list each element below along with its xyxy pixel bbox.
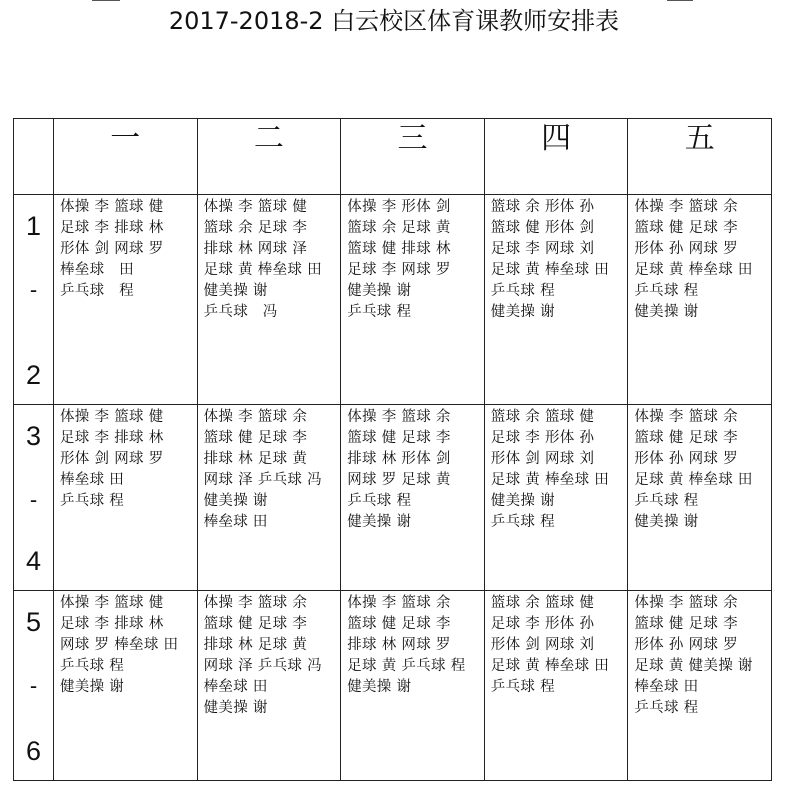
assignment-line: 棒垒球 田 bbox=[60, 472, 125, 488]
cell-assignments bbox=[198, 591, 341, 719]
assignment-line: 网球 泽 乒乓球 冯 bbox=[203, 658, 322, 674]
cell-assignments bbox=[485, 405, 628, 533]
assignment-line: 健美操 谢 bbox=[634, 514, 699, 530]
day-header: 三 bbox=[341, 119, 485, 195]
header-rule-left bbox=[92, 0, 120, 1]
assignment-line: 乒乓球 程 bbox=[60, 493, 125, 509]
day-header: 五 bbox=[628, 119, 772, 195]
assignment-line: 乒乓球 程 bbox=[60, 658, 125, 674]
assignment-line: 健美操 谢 bbox=[347, 514, 412, 530]
assignment-line: 乒乓球 程 bbox=[490, 679, 555, 695]
assignment-line: 乒乓球 冯 bbox=[203, 304, 278, 320]
assignment-line: 健美操 谢 bbox=[347, 679, 412, 695]
assignment-line: 足球 黄 棒垒球 田 bbox=[490, 262, 610, 278]
assignment-line: 篮球 健 足球 李 bbox=[634, 616, 738, 632]
assignment-line: 足球 李 形体 孙 bbox=[490, 616, 595, 632]
assignment-line: 乒乓球 程 bbox=[60, 283, 134, 299]
assignment-line: 篮球 健 足球 李 bbox=[634, 220, 738, 236]
assignment-line: 篮球 健 足球 李 bbox=[347, 430, 451, 446]
cell-assignments bbox=[198, 195, 341, 323]
corner-cell bbox=[14, 119, 54, 195]
assignment-line: 棒垒球 田 bbox=[203, 514, 268, 530]
assignment-line: 足球 黄 棒垒球 田 bbox=[634, 262, 753, 278]
assignment-line: 篮球 余 足球 黄 bbox=[347, 220, 451, 236]
assignment-line: 篮球 健 排球 林 bbox=[347, 241, 451, 257]
period-row bbox=[14, 405, 772, 591]
cell-assignments bbox=[341, 591, 484, 698]
assignment-line: 体操 李 篮球 健 bbox=[60, 199, 164, 215]
assignment-line: 健美操 谢 bbox=[203, 493, 268, 509]
period-start-label: 1 bbox=[25, 211, 42, 241]
assignment-line: 排球 林 足球 黄 bbox=[203, 637, 308, 653]
cell-assignments bbox=[628, 195, 771, 323]
assignment-line: 体操 李 篮球 健 bbox=[60, 409, 164, 425]
assignment-line: 足球 黄 棒垒球 田 bbox=[634, 472, 753, 488]
assignment-line: 健美操 谢 bbox=[634, 304, 699, 320]
schedule-cell bbox=[197, 591, 341, 781]
assignment-line: 足球 黄 棒垒球 田 bbox=[490, 658, 610, 674]
assignment-line: 健美操 谢 bbox=[490, 304, 555, 320]
assignment-line: 足球 黄 棒垒球 田 bbox=[490, 472, 610, 488]
assignment-line: 体操 李 篮球 余 bbox=[634, 595, 738, 611]
cell-assignments bbox=[54, 195, 197, 302]
period-label-cell bbox=[14, 195, 54, 405]
day-header: 二 bbox=[197, 119, 341, 195]
schedule-cell bbox=[341, 591, 485, 781]
assignment-line: 体操 李 篮球 健 bbox=[203, 199, 308, 215]
period-end-label: 2 bbox=[25, 360, 42, 390]
assignment-line: 足球 李 排球 林 bbox=[60, 616, 164, 632]
assignment-line: 足球 黄 棒垒球 田 bbox=[203, 262, 322, 278]
assignment-line: 篮球 健 足球 李 bbox=[634, 430, 738, 446]
assignment-line: 体操 李 形体 剑 bbox=[347, 199, 451, 215]
assignment-line: 形体 剑 网球 刘 bbox=[490, 451, 595, 467]
assignment-line: 体操 李 篮球 余 bbox=[347, 409, 451, 425]
assignment-line: 形体 剑 网球 刘 bbox=[490, 637, 595, 653]
schedule-cell bbox=[628, 405, 772, 591]
schedule-cell bbox=[484, 195, 628, 405]
schedule-cell bbox=[628, 195, 772, 405]
cell-assignments bbox=[341, 405, 484, 533]
assignment-line: 体操 李 篮球 余 bbox=[634, 409, 738, 425]
cell-assignments bbox=[54, 405, 197, 512]
assignment-line: 体操 李 篮球 健 bbox=[60, 595, 164, 611]
period-start-label: 5 bbox=[25, 607, 42, 637]
schedule-cell bbox=[341, 195, 485, 405]
assignment-line: 足球 黄 乒乓球 程 bbox=[347, 658, 466, 674]
assignment-line: 足球 李 形体 孙 bbox=[490, 430, 595, 446]
assignment-line: 棒垒球 田 bbox=[634, 679, 699, 695]
assignment-line: 篮球 余 足球 李 bbox=[203, 220, 308, 236]
assignment-line: 健美操 谢 bbox=[203, 283, 268, 299]
assignment-line: 篮球 健 形体 剑 bbox=[490, 220, 595, 236]
assignment-line: 足球 黄 健美操 谢 bbox=[634, 658, 753, 674]
schedule-cell bbox=[54, 591, 198, 781]
period-row bbox=[14, 591, 772, 781]
assignment-line: 体操 李 篮球 余 bbox=[347, 595, 451, 611]
schedule-cell bbox=[628, 591, 772, 781]
cell-assignments bbox=[485, 195, 628, 323]
schedule-cell bbox=[484, 591, 628, 781]
schedule-cell bbox=[197, 195, 341, 405]
assignment-line: 形体 剑 网球 罗 bbox=[60, 241, 164, 257]
assignment-line: 棒垒球 田 bbox=[203, 679, 268, 695]
assignment-line: 排球 林 网球 泽 bbox=[203, 241, 308, 257]
assignment-line: 健美操 谢 bbox=[203, 700, 268, 716]
assignment-line: 健美操 谢 bbox=[347, 283, 412, 299]
period-row bbox=[14, 195, 772, 405]
schedule-cell bbox=[54, 195, 198, 405]
assignment-line: 网球 泽 乒乓球 冯 bbox=[203, 472, 322, 488]
assignment-line: 网球 罗 足球 黄 bbox=[347, 472, 451, 488]
assignment-line: 乒乓球 程 bbox=[634, 283, 699, 299]
schedule-cell bbox=[197, 405, 341, 591]
cell-assignments bbox=[341, 195, 484, 323]
day-header: 一 bbox=[54, 119, 198, 195]
schedule-cell bbox=[484, 405, 628, 591]
assignment-line: 篮球 余 篮球 健 bbox=[490, 595, 595, 611]
assignment-line: 排球 林 形体 剑 bbox=[347, 451, 451, 467]
assignment-line: 篮球 健 足球 李 bbox=[203, 616, 308, 632]
assignment-line: 乒乓球 程 bbox=[490, 283, 555, 299]
assignment-line: 乒乓球 程 bbox=[347, 304, 412, 320]
assignment-line: 形体 孙 网球 罗 bbox=[634, 241, 738, 257]
assignment-line: 体操 李 篮球 余 bbox=[634, 199, 738, 215]
period-label-cell bbox=[14, 405, 54, 591]
cell-assignments bbox=[628, 405, 771, 533]
assignment-line: 篮球 余 篮球 健 bbox=[490, 409, 595, 425]
assignment-line: 健美操 谢 bbox=[60, 679, 125, 695]
assignment-line: 体操 李 篮球 余 bbox=[203, 595, 308, 611]
period-end-label: 6 bbox=[25, 736, 42, 766]
assignment-line: 体操 李 篮球 余 bbox=[203, 409, 308, 425]
cell-assignments bbox=[628, 591, 771, 719]
period-separator: - bbox=[29, 673, 38, 698]
period-separator: - bbox=[29, 487, 38, 512]
assignment-line: 形体 孙 网球 罗 bbox=[634, 451, 738, 467]
schedule-table bbox=[13, 118, 772, 781]
period-label-cell bbox=[14, 591, 54, 781]
assignment-line: 形体 剑 网球 罗 bbox=[60, 451, 164, 467]
schedule-cell bbox=[54, 405, 198, 591]
assignment-line: 篮球 余 形体 孙 bbox=[490, 199, 595, 215]
assignment-line: 篮球 健 足球 李 bbox=[203, 430, 308, 446]
assignment-line: 乒乓球 程 bbox=[490, 514, 555, 530]
header-rule-right bbox=[667, 0, 693, 1]
page-title: 2017-2018-2 白云校区体育课教师安排表 bbox=[168, 7, 620, 35]
assignment-line: 棒垒球 田 bbox=[60, 262, 134, 278]
assignment-line: 乒乓球 程 bbox=[634, 493, 699, 509]
assignment-line: 足球 李 网球 刘 bbox=[490, 241, 595, 257]
period-start-label: 3 bbox=[25, 421, 42, 451]
assignment-line: 足球 李 排球 林 bbox=[60, 430, 164, 446]
assignment-line: 形体 孙 网球 罗 bbox=[634, 637, 738, 653]
period-separator: - bbox=[29, 277, 38, 302]
period-end-label: 4 bbox=[25, 546, 42, 576]
cell-assignments bbox=[198, 405, 341, 533]
assignment-line: 健美操 谢 bbox=[490, 493, 555, 509]
day-header-row bbox=[14, 119, 772, 195]
assignment-line: 乒乓球 程 bbox=[347, 493, 412, 509]
assignment-line: 排球 林 网球 罗 bbox=[347, 637, 451, 653]
day-header: 四 bbox=[484, 119, 628, 195]
cell-assignments bbox=[54, 591, 197, 698]
assignment-line: 足球 李 网球 罗 bbox=[347, 262, 451, 278]
cell-assignments bbox=[485, 591, 628, 698]
assignment-line: 乒乓球 程 bbox=[634, 700, 699, 716]
schedule-cell bbox=[341, 405, 485, 591]
assignment-line: 网球 罗 棒垒球 田 bbox=[60, 637, 179, 653]
assignment-line: 足球 李 排球 林 bbox=[60, 220, 164, 236]
assignment-line: 篮球 健 足球 李 bbox=[347, 616, 451, 632]
assignment-line: 排球 林 足球 黄 bbox=[203, 451, 308, 467]
